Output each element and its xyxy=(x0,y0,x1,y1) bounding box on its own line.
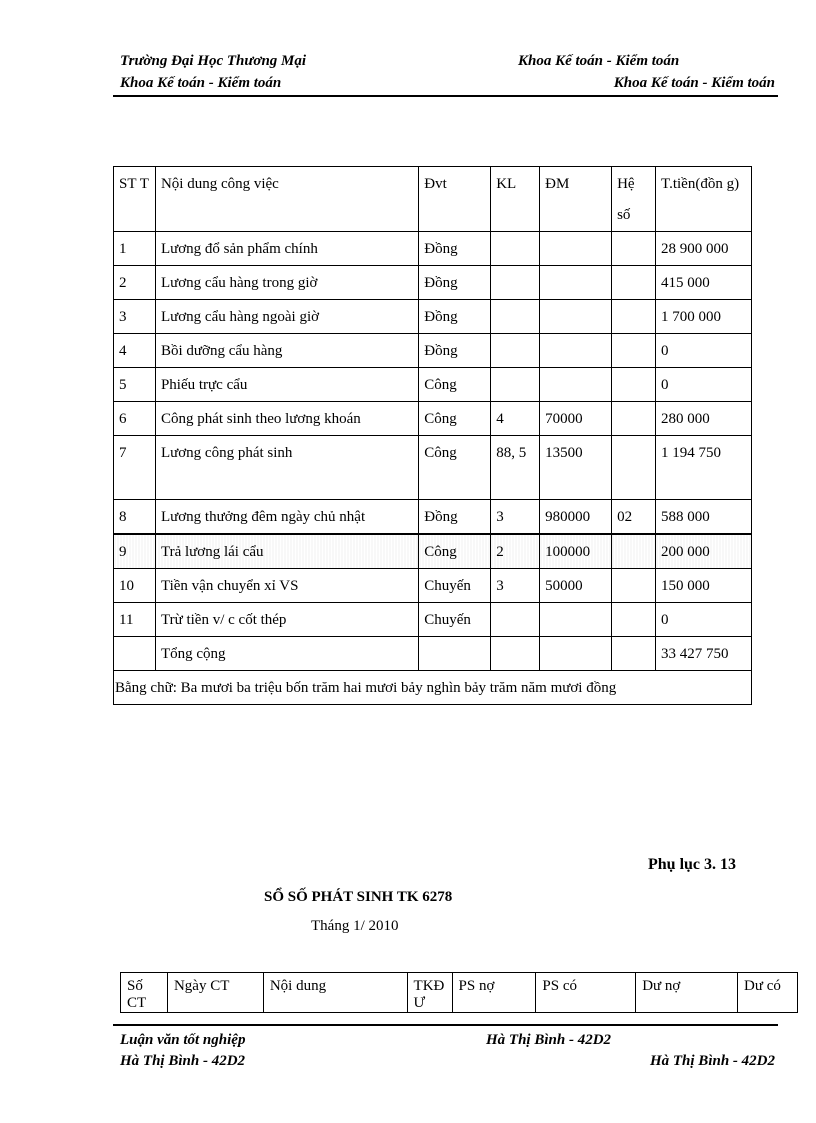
table-cell: 6 xyxy=(114,402,156,436)
table-row xyxy=(114,436,752,500)
table-cell: 4 xyxy=(114,334,156,368)
table-cell: 50000 xyxy=(540,569,612,603)
table-cell: 3 xyxy=(114,300,156,334)
table-cell xyxy=(540,603,612,637)
table-cell: 2 xyxy=(491,534,540,569)
table-cell: 1 xyxy=(114,232,156,266)
column-header: ĐM xyxy=(540,167,612,232)
table-cell: Đồng xyxy=(419,300,491,334)
column-header: Hệ số xyxy=(612,167,656,232)
table-cell: 88, 5 xyxy=(491,436,540,500)
table-cell: 11 xyxy=(114,603,156,637)
table-cell: Công xyxy=(419,534,491,569)
table-cell xyxy=(540,232,612,266)
table-cell xyxy=(612,300,656,334)
footer-author-right-2: Hà Thị Bình - 42D2 xyxy=(649,1053,775,1069)
ledger-column-header: PS có xyxy=(536,973,636,1013)
wage-table xyxy=(113,166,752,705)
table-cell: 1 194 750 xyxy=(656,436,752,500)
table-cell: Công phát sinh theo lương khoán xyxy=(155,402,418,436)
table-cell xyxy=(612,334,656,368)
column-header: ST T xyxy=(114,167,156,232)
table-cell: Tổng cộng xyxy=(155,637,418,671)
ledger-column-header: Dư có xyxy=(738,973,798,1013)
table-cell xyxy=(491,300,540,334)
table-row xyxy=(114,368,752,402)
table-cell xyxy=(491,334,540,368)
table-cell xyxy=(419,637,491,671)
table-cell: 0 xyxy=(656,603,752,637)
ledger-column-header: Nội dung xyxy=(263,973,407,1013)
amount-in-words: Bằng chữ: Ba mươi ba triệu bốn trăm hai mươi bảy nghìn bảy trăm năm mươi đồng xyxy=(114,671,752,705)
table-cell: Đồng xyxy=(419,500,491,535)
column-header: Đvt xyxy=(419,167,491,232)
table-cell xyxy=(612,569,656,603)
header-faculty-right-2: Khoa Kế toán - Kiểm toán xyxy=(613,75,775,91)
table-cell xyxy=(540,300,612,334)
table-cell: Lương công phát sinh xyxy=(155,436,418,500)
table-cell: 10 xyxy=(114,569,156,603)
table-cell: Công xyxy=(419,436,491,500)
table-cell: Công xyxy=(419,402,491,436)
in-words-row xyxy=(114,671,752,705)
table-cell: Lương đổ sản phẩm chính xyxy=(155,232,418,266)
header-faculty: Khoa Kế toán - Kiểm toán xyxy=(120,75,282,91)
table-cell: Chuyến xyxy=(419,603,491,637)
ledger-column-header: Dư nợ xyxy=(636,973,738,1013)
footer-rule xyxy=(113,1024,778,1026)
table-cell: Đồng xyxy=(419,334,491,368)
table-cell xyxy=(491,368,540,402)
table-row xyxy=(114,569,752,603)
table-cell xyxy=(540,334,612,368)
ledger-title: SỔ SỐ PHÁT SINH TK 6278 xyxy=(264,889,453,905)
table-cell: 13500 xyxy=(540,436,612,500)
table-cell: 28 900 000 xyxy=(656,232,752,266)
appendix-label: Phụ lục 3. 13 xyxy=(648,856,737,873)
column-header: T.tiền(đồn g) xyxy=(656,167,752,232)
header-rule xyxy=(113,95,778,97)
table-cell: 02 xyxy=(612,500,656,535)
ledger-column-header: Số CT xyxy=(121,973,168,1013)
table-cell xyxy=(491,232,540,266)
header-faculty-right-1: Khoa Kế toán - Kiểm toán xyxy=(518,53,680,69)
table-cell: 588 000 xyxy=(656,500,752,535)
table-row xyxy=(114,402,752,436)
table-cell: Tiền vận chuyển xỉ VS xyxy=(155,569,418,603)
table-cell: Lương cẩu hàng ngoài giờ xyxy=(155,300,418,334)
table-cell: 5 xyxy=(114,368,156,402)
table-row xyxy=(114,266,752,300)
column-header: Nội dung công việc xyxy=(155,167,418,232)
table-cell xyxy=(540,368,612,402)
table-cell: Bồi dưỡng cẩu hàng xyxy=(155,334,418,368)
table-cell: 1 700 000 xyxy=(656,300,752,334)
ledger-column-header: TKĐ Ư xyxy=(407,973,452,1013)
table-cell: 415 000 xyxy=(656,266,752,300)
table-cell: Phiếu trực cẩu xyxy=(155,368,418,402)
table-cell: 2 xyxy=(114,266,156,300)
table-cell: 980000 xyxy=(540,500,612,535)
table-cell xyxy=(612,368,656,402)
footer-author-right-1: Hà Thị Bình - 42D2 xyxy=(486,1032,612,1048)
table-cell: Lương cẩu hàng trong giờ xyxy=(155,266,418,300)
ledger-month: Tháng 1/ 2010 xyxy=(311,918,399,934)
table-cell xyxy=(491,266,540,300)
table-cell: 3 xyxy=(491,569,540,603)
table-cell xyxy=(612,402,656,436)
table-cell: 0 xyxy=(656,368,752,402)
table-header-row xyxy=(114,167,752,232)
table-cell: 100000 xyxy=(540,534,612,569)
ledger-column-header: Ngày CT xyxy=(167,973,263,1013)
table-cell xyxy=(540,637,612,671)
ledger-table xyxy=(120,972,798,1013)
table-cell: Công xyxy=(419,368,491,402)
table-row xyxy=(114,300,752,334)
column-header: KL xyxy=(491,167,540,232)
table-cell: Lương thưởng đêm ngày chủ nhật xyxy=(155,500,418,535)
ledger-column-header: PS nợ xyxy=(452,973,536,1013)
table-cell: 9 xyxy=(114,534,156,569)
table-cell xyxy=(612,266,656,300)
table-row xyxy=(114,232,752,266)
ledger-header-row xyxy=(121,973,798,1013)
table-cell xyxy=(114,637,156,671)
table-cell: 8 xyxy=(114,500,156,535)
table-row xyxy=(114,500,752,535)
table-cell xyxy=(491,637,540,671)
table-cell: 3 xyxy=(491,500,540,535)
table-row xyxy=(114,334,752,368)
table-cell: 200 000 xyxy=(656,534,752,569)
table-cell xyxy=(540,266,612,300)
table-cell: 33 427 750 xyxy=(656,637,752,671)
header-school: Trường Đại Học Thương Mại xyxy=(120,53,307,69)
table-cell xyxy=(612,637,656,671)
footer-thesis: Luận văn tốt nghiệp xyxy=(120,1032,246,1048)
table-cell: 0 xyxy=(656,334,752,368)
table-cell: Trả lương lái cẩu xyxy=(155,534,418,569)
footer-author: Hà Thị Bình - 42D2 xyxy=(120,1053,246,1069)
table-row xyxy=(114,603,752,637)
table-cell: 4 xyxy=(491,402,540,436)
table-cell: 7 xyxy=(114,436,156,500)
table-cell xyxy=(612,436,656,500)
table-cell xyxy=(612,232,656,266)
table-cell: Đồng xyxy=(419,266,491,300)
table-cell: 70000 xyxy=(540,402,612,436)
table-row xyxy=(114,637,752,671)
table-cell xyxy=(612,534,656,569)
table-cell: Trừ tiền v/ c cốt thép xyxy=(155,603,418,637)
table-cell: Chuyến xyxy=(419,569,491,603)
table-cell xyxy=(612,603,656,637)
table-cell: Đồng xyxy=(419,232,491,266)
table-cell: 150 000 xyxy=(656,569,752,603)
table-cell xyxy=(491,603,540,637)
table-row xyxy=(114,534,752,569)
table-cell: 280 000 xyxy=(656,402,752,436)
